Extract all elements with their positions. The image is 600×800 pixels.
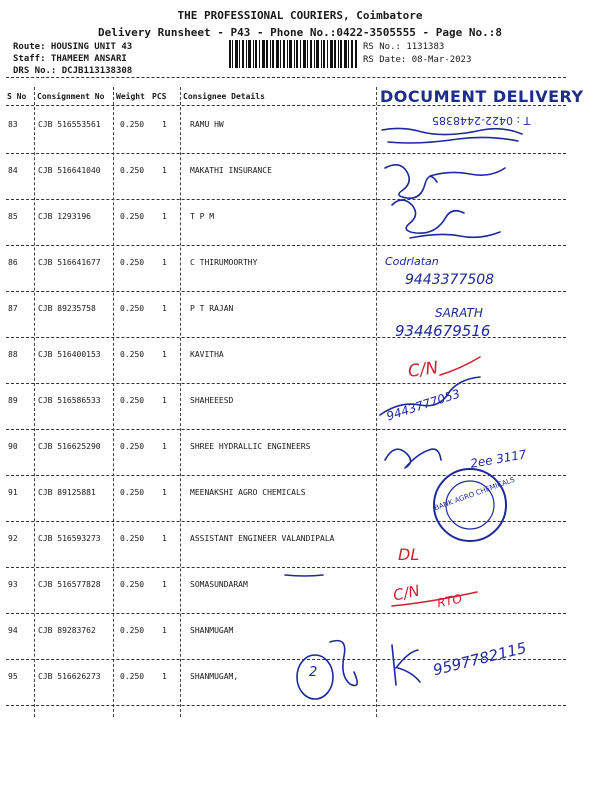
cn-mark: C/N: [406, 357, 440, 383]
stamp-scribble: [388, 137, 518, 143]
row-consignment-no: CJB 516641040: [38, 166, 101, 175]
signature-icon: [392, 200, 464, 233]
drs-label: DRS No.: DCJB113138308: [13, 66, 133, 76]
dash-mark: [285, 575, 323, 576]
row-consignee: SOMASUNDARAM: [190, 580, 248, 589]
row-divider: [6, 567, 566, 568]
row-divider: [6, 475, 566, 476]
rto-mark: RTO: [435, 591, 464, 611]
row-divider: [6, 429, 566, 430]
phone-number-handwritten: 9597782115: [431, 638, 529, 680]
row-sno: 88: [8, 350, 18, 359]
phone-number-handwritten: 2ee 3117: [469, 447, 528, 471]
circled-number: 2: [309, 665, 318, 680]
row-weight: 0.250: [120, 534, 145, 543]
row-sno: 93: [8, 580, 18, 589]
runsheet-title: Delivery Runsheet - P43 - Phone No.:0422-3505555 - Page No.:8: [98, 26, 502, 39]
signature-icon: [385, 165, 437, 198]
row-pcs: 1: [162, 350, 167, 359]
column-divider: [34, 87, 35, 717]
row-pcs: 1: [162, 672, 167, 681]
row-pcs: 1: [162, 212, 167, 221]
phone-number-handwritten: 9443777053: [384, 386, 462, 424]
row-weight: 0.250: [120, 488, 145, 497]
row-consignment-no: CJB 516625290: [38, 442, 101, 451]
signature-icon: [430, 168, 505, 176]
row-divider: [6, 705, 566, 706]
row-pcs: 1: [162, 166, 167, 175]
row-consignee: P T RAJAN: [190, 304, 234, 313]
header-divider: [6, 77, 566, 78]
row-consignee: MEENAKSHI AGRO CHEMICALS: [190, 488, 306, 497]
row-weight: 0.250: [120, 672, 145, 681]
col-pcs: PCS: [152, 92, 167, 101]
column-divider: [113, 87, 114, 717]
row-sno: 86: [8, 258, 18, 267]
row-pcs: 1: [162, 120, 167, 129]
signature-text: Codrlatan: [385, 255, 439, 268]
phone-number-handwritten: 9443377508: [405, 272, 495, 288]
col-sno: S No: [7, 92, 27, 101]
row-weight: 0.250: [120, 304, 145, 313]
company-title: THE PROFESSIONAL COURIERS, Coimbatore: [177, 9, 423, 22]
dl-mark: DL: [398, 545, 420, 564]
staff-label: Staff: THAMEEM ANSARI: [13, 54, 127, 64]
route-label: Route: HOUSING UNIT 43: [13, 42, 133, 52]
row-consignee: KAVITHA: [190, 350, 224, 359]
row-weight: 0.250: [120, 442, 145, 451]
row-divider: [6, 291, 566, 292]
row-consignment-no: CJB 516641677: [38, 258, 101, 267]
row-consignment-no: CJB 89125881: [38, 488, 96, 497]
row-consignment-no: CJB 516626273: [38, 672, 101, 681]
row-divider: [6, 245, 566, 246]
row-pcs: 1: [162, 396, 167, 405]
column-divider: [376, 87, 377, 717]
row-weight: 0.250: [120, 580, 145, 589]
col-consignee: Consignee Details: [183, 92, 265, 101]
row-weight: 0.250: [120, 350, 145, 359]
column-divider: [180, 87, 181, 717]
row-sno: 94: [8, 626, 18, 635]
row-consignee: SHANMUGAM: [190, 626, 234, 635]
row-consignee: T P M: [190, 212, 215, 221]
col-weight: Weight: [116, 92, 145, 101]
row-pcs: 1: [162, 626, 167, 635]
row-consignment-no: CJB 89235758: [38, 304, 96, 313]
signature-text: SARATH: [435, 306, 483, 320]
row-weight: 0.250: [120, 120, 145, 129]
row-sno: 90: [8, 442, 18, 451]
row-pcs: 1: [162, 580, 167, 589]
col-consignment: Consignment No: [37, 92, 105, 101]
row-consignment-no: CJB 89283762: [38, 626, 96, 635]
row-sno: 83: [8, 120, 18, 129]
company-round-stamp-text: BANK AGRO CHEMICALS: [433, 475, 516, 513]
scribble-mark: [330, 641, 357, 686]
cn-mark: C/N: [391, 581, 422, 605]
row-consignee: ASSISTANT ENGINEER VALANDIPALA: [190, 534, 335, 543]
row-divider: [6, 521, 566, 522]
row-divider: [6, 383, 566, 384]
row-weight: 0.250: [120, 212, 145, 221]
row-sno: 84: [8, 166, 18, 175]
signature-icon: [385, 449, 441, 468]
row-consignee: C THIRUMOORTHY: [190, 258, 258, 267]
row-weight: 0.250: [120, 258, 145, 267]
signature-icon: [410, 232, 500, 238]
row-sno: 87: [8, 304, 18, 313]
stamp-scribble: [382, 128, 522, 134]
row-consignment-no: CJB 516553561: [38, 120, 101, 129]
row-sno: 91: [8, 488, 18, 497]
row-consignment-no: CJB 1293196: [38, 212, 91, 221]
row-weight: 0.250: [120, 166, 145, 175]
row-consignment-no: CJB 516577828: [38, 580, 101, 589]
row-pcs: 1: [162, 534, 167, 543]
row-consignee: MAKATHI INSURANCE: [190, 166, 272, 175]
check-mark: [440, 357, 480, 375]
row-weight: 0.250: [120, 626, 145, 635]
row-consignment-no: CJB 516586533: [38, 396, 101, 405]
row-divider: [6, 153, 566, 154]
document-delivery-stamp: DOCUMENT DELIVERY: [380, 87, 584, 106]
row-consignee: SHREE HYDRALLIC ENGINEERS: [190, 442, 311, 451]
row-pcs: 1: [162, 488, 167, 497]
phone-number-handwritten: 9344679516: [395, 322, 491, 340]
row-pcs: 1: [162, 442, 167, 451]
row-sno: 89: [8, 396, 18, 405]
row-consignee: SHANMUGAM,: [190, 672, 239, 681]
row-divider: [6, 613, 566, 614]
row-sno: 92: [8, 534, 18, 543]
row-consignee: RAMU HW: [190, 120, 224, 129]
row-sno: 85: [8, 212, 18, 221]
row-consignment-no: CJB 516593273: [38, 534, 101, 543]
row-divider: [6, 199, 566, 200]
signature-icon: [392, 645, 420, 685]
barcode: [229, 40, 357, 68]
row-pcs: 1: [162, 304, 167, 313]
row-pcs: 1: [162, 258, 167, 267]
row-consignee: SHAHEEESD: [190, 396, 234, 405]
row-consignment-no: CJB 516400153: [38, 350, 101, 359]
rs-number: RS No.: 1131383: [363, 42, 445, 52]
row-weight: 0.250: [120, 396, 145, 405]
row-sno: 95: [8, 672, 18, 681]
rs-date: RS Date: 08-Mar-2023: [363, 55, 472, 65]
stamp-phone: T : 0422-2448385: [432, 114, 531, 127]
